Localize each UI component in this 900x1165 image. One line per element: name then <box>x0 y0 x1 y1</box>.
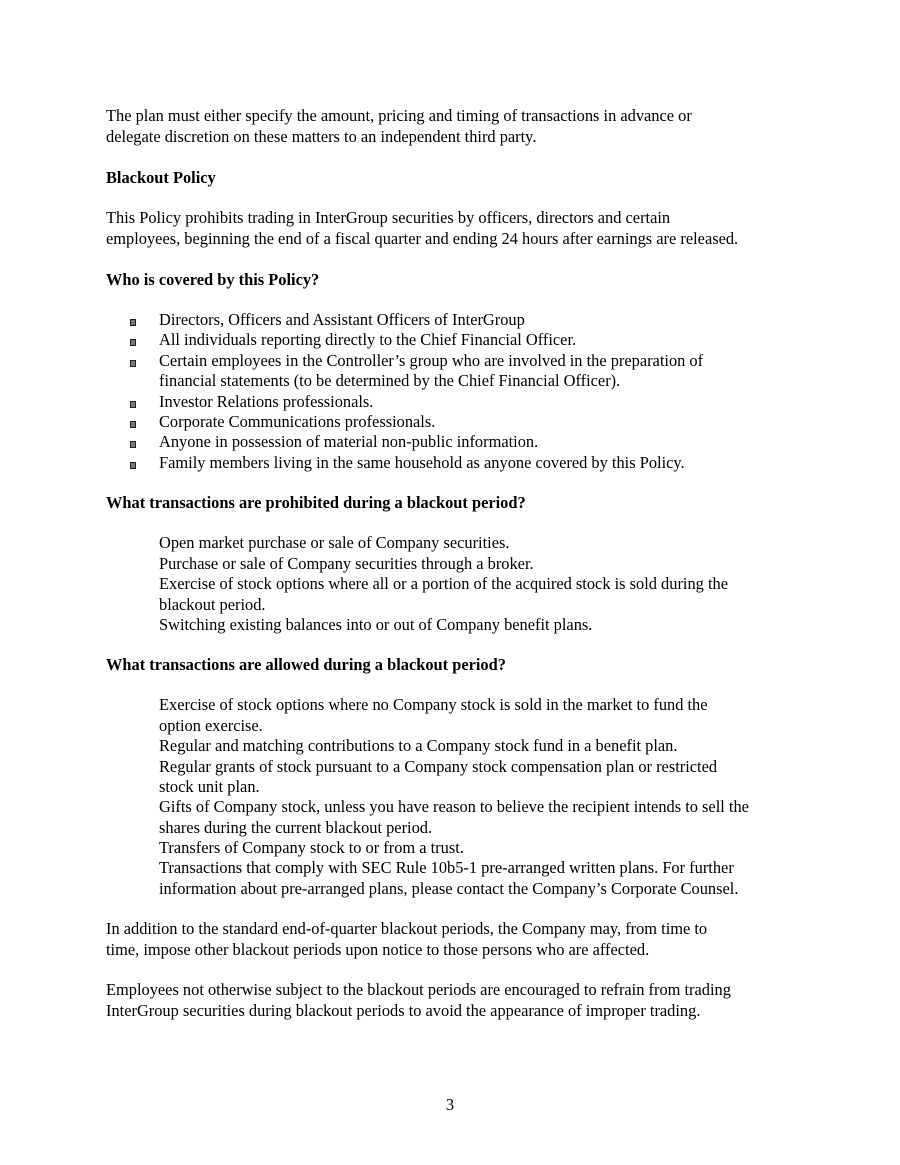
allowed-item: Exercise of stock options where no Company stock is sold in the market to fund the <box>159 695 708 714</box>
page-number: 3 <box>445 1095 455 1114</box>
bullet-icon <box>129 330 137 351</box>
allowed-item: Transactions that comply with SEC Rule 10b5-1 pre-arranged written plans. For further <box>159 858 734 877</box>
prohibited-item: Open market purchase or sale of Company securities. <box>159 533 510 552</box>
allowed-item-continued: stock unit plan. <box>159 777 260 796</box>
covered-heading: Who is covered by this Policy? <box>106 270 320 289</box>
allowed-item: Gifts of Company stock, unless you have reason to believe the recipient intends to sell the <box>159 797 749 816</box>
allowed-item: Transfers of Company stock to or from a trust. <box>159 838 464 857</box>
intro-line-1: The plan must either specify the amount, pricing and timing of transactions in advance or <box>106 106 692 125</box>
allowed-item: Regular and matching contributions to a Company stock fund in a benefit plan. <box>159 736 678 755</box>
covered-item-continued: financial statements (to be determined by the Chief Financial Officer). <box>159 371 621 390</box>
prohibited-item: Purchase or sale of Company securities through a broker. <box>159 554 534 573</box>
blackout-para-line-1: This Policy prohibits trading in InterGroup securities by officers, directors and certain <box>106 208 671 227</box>
covered-item: Directors, Officers and Assistant Officers of InterGroup <box>159 310 525 329</box>
covered-item: Investor Relations professionals. <box>159 392 374 411</box>
allowed-item: Regular grants of stock pursuant to a Company stock compensation plan or restricted <box>159 757 718 776</box>
allowed-heading: What transactions are allowed during a blackout period? <box>106 655 506 674</box>
prohibited-item-continued: blackout period. <box>159 595 266 614</box>
prohibited-item: Switching existing balances into or out of Company benefit plans. <box>159 615 593 634</box>
covered-item: All individuals reporting directly to the Chief Financial Officer. <box>159 330 577 349</box>
allowed-item-continued: option exercise. <box>159 716 263 735</box>
employees-para-line-1: Employees not otherwise subject to the blackout periods are encouraged to refrain from trading <box>106 980 731 999</box>
prohibited-item: Exercise of stock options where all or a portion of the acquired stock is sold during the <box>159 574 728 593</box>
blackout-heading: Blackout Policy <box>106 168 216 187</box>
bullet-icon <box>129 310 137 331</box>
employees-para-line-2: InterGroup securities during blackout periods to avoid the appearance of improper trading. <box>106 1001 701 1020</box>
allowed-item-continued: shares during the current blackout period. <box>159 818 433 837</box>
bullet-icon <box>129 351 137 372</box>
allowed-item-continued: information about pre-arranged plans, please contact the Company’s Corporate Counsel. <box>159 879 739 898</box>
covered-item: Corporate Communications professionals. <box>159 412 436 431</box>
bullet-icon <box>129 432 137 453</box>
bullet-icon <box>129 392 137 413</box>
blackout-para-line-2: employees, beginning the end of a fiscal quarter and ending 24 hours after earnings are released. <box>106 229 739 248</box>
covered-item: Family members living in the same household as anyone covered by this Policy. <box>159 453 685 472</box>
bullet-icon <box>129 412 137 433</box>
additional-para-line-1: In addition to the standard end-of-quarter blackout periods, the Company may, from time to <box>106 919 708 938</box>
covered-item: Certain employees in the Controller’s group who are involved in the preparation of <box>159 351 704 370</box>
covered-item: Anyone in possession of material non-public information. <box>159 432 539 451</box>
bullet-icon <box>129 453 137 474</box>
intro-line-2: delegate discretion on these matters to an independent third party. <box>106 127 537 146</box>
additional-para-line-2: time, impose other blackout periods upon notice to those persons who are affected. <box>106 940 650 959</box>
prohibited-heading: What transactions are prohibited during a blackout period? <box>106 493 526 512</box>
